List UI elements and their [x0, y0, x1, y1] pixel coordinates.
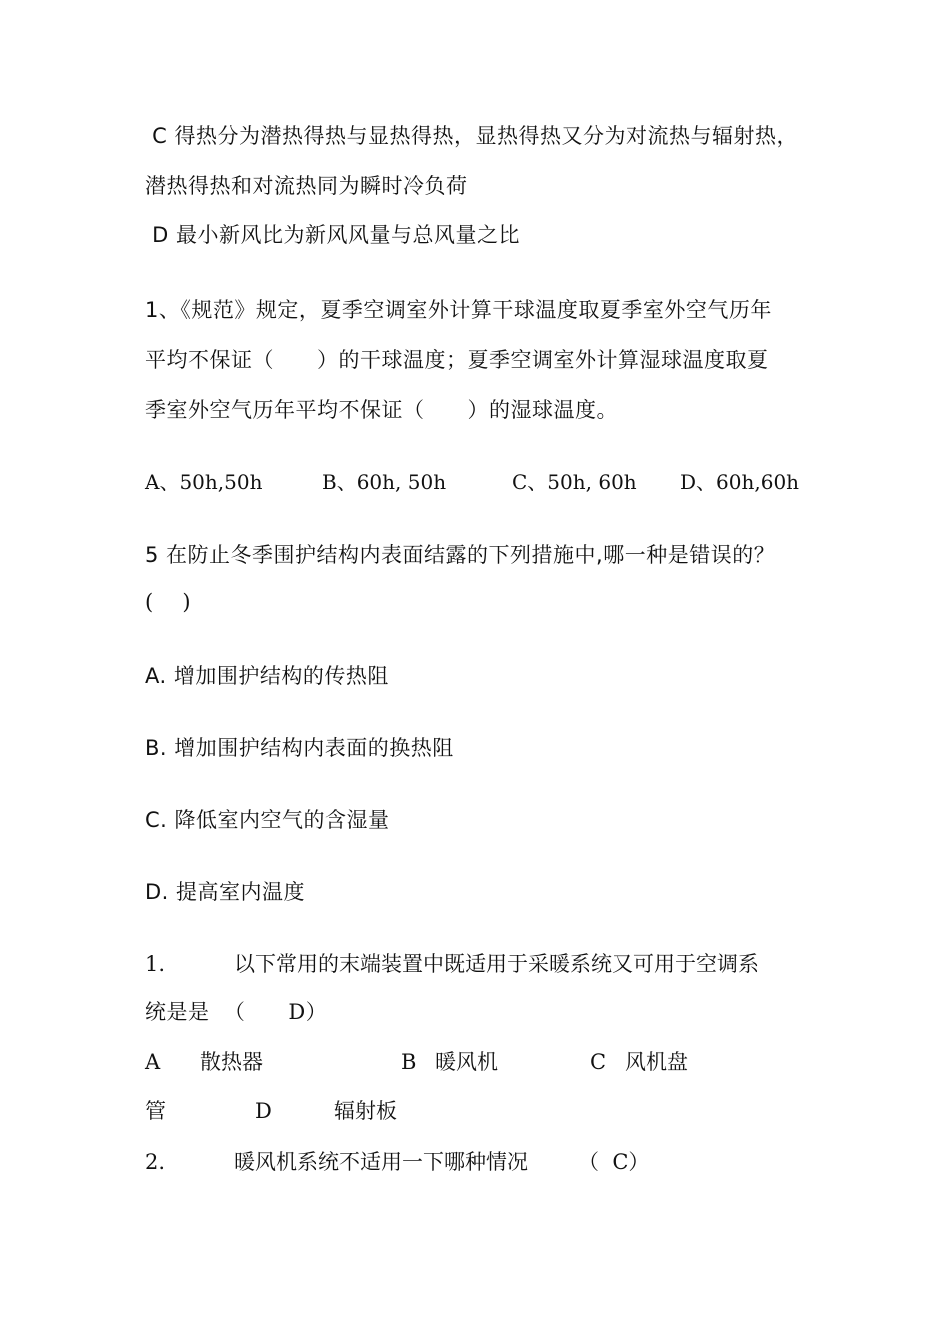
question-5-line-1: 5 在防止冬季围护结构内表面结露的下列措施中,哪一种是错误的？	[145, 543, 776, 567]
question-1-option-a: A、50h,50h	[145, 470, 263, 494]
answer-label-c: C	[590, 1050, 607, 1074]
answer-text-a: 散热器	[200, 1050, 263, 1074]
question-1-line-3: 季室外空气历年平均不保证（ ）的湿球温度。	[145, 398, 619, 422]
question-numbered-1-number: 1.	[145, 952, 166, 976]
question-1-option-d: D、60h,60h	[680, 470, 800, 494]
question-1-option-c: C、50h, 60h	[512, 470, 637, 494]
question-numbered-2-text: 暖风机系统不适用一下哪种情况	[234, 1150, 528, 1174]
option-c-line-2: 潜热得热和对流热同为瞬时冷负荷	[145, 174, 468, 198]
question-numbered-1-text: 以下常用的末端装置中既适用于采暖系统又可用于空调系	[234, 952, 759, 976]
question-5-option-d: D. 提高室内温度	[145, 880, 306, 904]
answer-text-c-continued: 管	[145, 1099, 166, 1123]
question-1-option-b: B、60h, 50h	[322, 470, 447, 494]
answer-text-b: 暖风机	[435, 1050, 498, 1074]
question-1-line-1: 1、《规范》规定，夏季空调室外计算干球温度取夏季室外空气历年	[145, 298, 772, 322]
question-5-option-c: C. 降低室内空气的含湿量	[145, 808, 390, 832]
question-numbered-2-number: 2.	[145, 1150, 166, 1174]
question-numbered-1-line-2: 统是是 （ D）	[145, 1000, 328, 1024]
question-5-option-b: B. 增加围护结构内表面的换热阻	[145, 736, 454, 760]
answer-label-a: A	[145, 1050, 161, 1074]
option-d-line: D 最小新风比为新风风量与总风量之比	[145, 223, 521, 247]
answer-text-d: 辐射板	[334, 1099, 397, 1123]
option-c-line-1: C 得热分为潜热得热与显热得热，显热得热又分为对流热与辐射热，	[145, 124, 799, 148]
question-1-line-2: 平均不保证（ ）的干球温度；夏季空调室外计算湿球温度取夏	[145, 348, 769, 372]
question-5-option-a: A. 增加围护结构的传热阻	[145, 664, 389, 688]
question-5-line-2: ( )	[145, 590, 192, 614]
answer-label-d: D	[255, 1099, 272, 1123]
question-numbered-2-answer: （ C）	[578, 1150, 650, 1174]
answer-label-b: B	[401, 1050, 417, 1074]
answer-text-c: 风机盘	[625, 1050, 688, 1074]
